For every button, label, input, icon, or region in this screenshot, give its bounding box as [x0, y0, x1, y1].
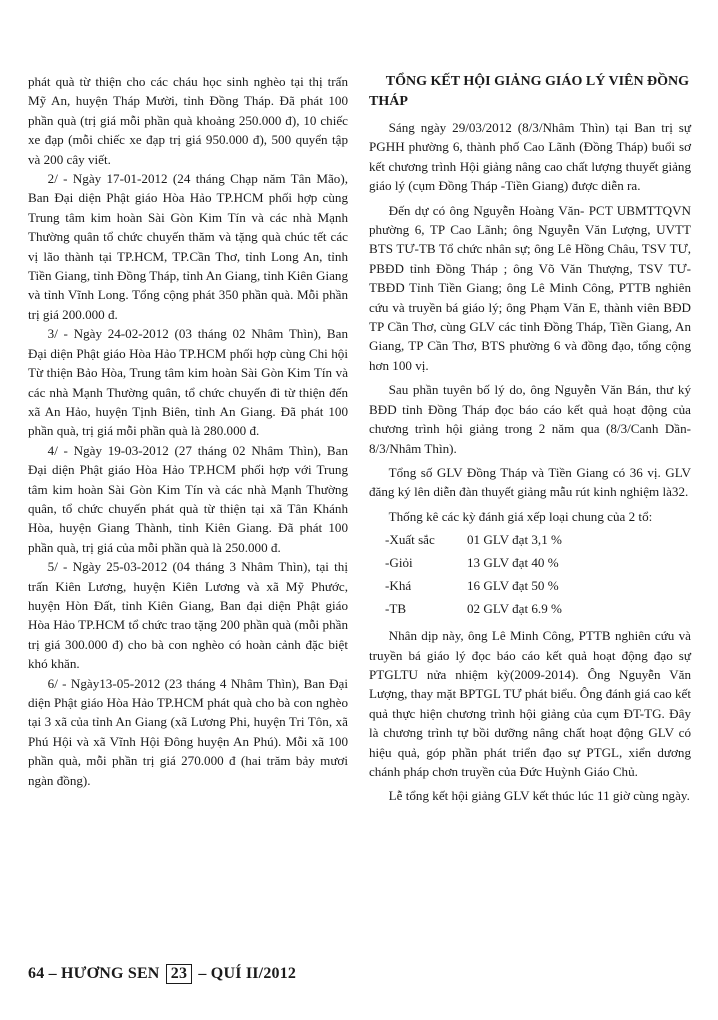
body-paragraph: Lễ tổng kết hội giảng GLV kết thúc lúc 11 giờ cùng ngày.: [388, 788, 690, 804]
stat-value: 02 GLV đạt 6.9 %: [467, 600, 562, 616]
right-column: [369, 72, 691, 806]
page-footer: [28, 964, 296, 984]
body-paragraph: 3/ - Ngày 24-02-2012 (03 tháng 02 Nhâm Thìn), Ban Đại diện Phật giáo Hòa Hảo TP.HCM phối hợp cùng Chi hội Từ thiện Bảo Hòa, Trung tâm kim hoàn Sài Gòn Kim Tín và các nhà Mạnh Thường quân, tổ chức chuyến đi từ thiện đến xã An Hảo, huyện Tịnh Biên, tỉnh An Giang. Đã phát 100 phần quà, trị giá mỗi phần quà là 280.000 đ.: [28, 326, 348, 439]
stat-label: -Xuất sắc: [385, 531, 435, 547]
stat-value: 01 GLV đạt 3,1 %: [467, 531, 562, 547]
issue-quarter: QUÍ II/2012: [210, 965, 297, 982]
body-paragraph: Sau phần tuyên bố lý do, ông Nguyễn Văn Bán, thư ký BĐD tỉnh Đồng Tháp đọc báo cáo kết quả hoạt động của chương trình hội giảng trong 2 năm qua (8/3/Canh Dần-8/3/Nhâm Thìn).: [369, 382, 691, 456]
body-paragraph: Thống kê các kỳ đánh giá xếp loại chung của 2 tổ:: [388, 508, 653, 524]
stat-row: [369, 574, 691, 597]
footer-separator: –: [194, 965, 211, 982]
stat-label: -TB: [385, 600, 407, 616]
body-paragraph: 6/ - Ngày13-05-2012 (23 tháng 4 Nhâm Thìn), Ban Đại diện Phật giáo Hòa Hảo TP.HCM phát quà cho bà con nghèo tại 3 xã của tỉnh An Giang (xã Lương Phi, huyện Tri Tôn, xã Phú Hội và xã Vĩnh Hội Đông huyện An Phú). Mỗi xã 100 phần quà, mỗi phần trị giá 270.000 đ (hai trăm bảy mươi ngàn đồng).: [28, 675, 348, 788]
body-paragraph: Sáng ngày 29/03/2012 (8/3/Nhâm Thìn) tại Ban trị sự PGHH phường 6, thành phố Cao Lãnh (Đồng Tháp) buổi sơ kết chương trình Hội giảng nâng cao chất lượng thuyết giảng giáo lý (cụm Đồng Tháp -Tiền Giang) được diễn ra.: [369, 120, 691, 194]
body-paragraph: Nhân dịp này, ông Lê Minh Công, PTTB nghiên cứu và truyền bá giáo lý đọc báo cáo kết quả hoạt động đạo sự PTGLTU nửa nhiệm kỳ(2009-2014). Ông Nguyễn Văn Lượng, thay mặt BPTGL TƯ phát biểu. Ông đánh giá cao kết quả thực hiện chương trình hội giảng của cụm ĐT-TG. Đây là chương trình tự bồi dưỡng nâng chất hoạt động GLV có hiệu quả, góp phần phát triển đạo sự PTGL, xiển dương chánh pháp chơn truyền của Đức Huỳnh Giáo Chủ.: [369, 628, 691, 779]
issue-number-badge: 23: [166, 964, 192, 984]
stat-label: -Khá: [385, 577, 412, 593]
stat-row: [369, 551, 691, 574]
body-paragraph: 2/ - Ngày 17-01-2012 (24 tháng Chạp năm Tân Mão), Ban Đại diện Phật giáo Hòa Hảo TP.HCM phối hợp cùng Trung tâm kim hoàn Sài Gòn Kim Tín và các nhà Mạnh Thường quân tổ chức chuyến thăm và tặng quà chúc tết các vị lão thành tại TP.HCM, TP.Cần Thơ, tỉnh Long An, tỉnh Tiền Giang, tỉnh Đồng Tháp, tỉnh An Giang, tỉnh Kiên Giang và tỉnh Vĩnh Long. Tổng cộng phát 350 phần quà. Mỗi phần trị giá 200.000 đ.: [28, 171, 348, 322]
stat-value: 13 GLV đạt 40 %: [467, 554, 559, 570]
stat-value: 16 GLV đạt 50 %: [467, 577, 559, 593]
body-paragraph: Tổng số GLV Đồng Tháp và Tiền Giang có 36 vị. GLV đăng ký lên diễn đàn thuyết giảng mẫu rút kinh nghiệm là32.: [369, 464, 691, 500]
stat-label: -Giỏi: [385, 554, 413, 570]
body-paragraph: Đến dự có ông Nguyễn Hoàng Văn- PCT UBMTTQVN phường 6, TP Cao Lãnh; ông Nguyễn Văn Lượng, UVTT BTS TƯ-TB Tổ chức nhân sự; ông Lê Hồng Châu, TSV TƯ, PBĐD tỉnh Đồng Tháp ; ông Võ Văn Thượng, TSV TƯ-TBĐD Tỉnh Tiền Giang; ông Lê Minh Công, PTTB nghiên cứu và truyền bá giáo lý; ông Phạm Văn E, thành viên BĐD TP Cần Thơ, cùng GLV các tỉnh Đồng Tháp, Tiền Giang, An Giang, TP Cần Thơ, BTS phường 6 và đồng đạo, tổng cộng hơn 100 vị.: [369, 202, 691, 373]
article-title: TỔNG KẾT HỘI GIẢNG GIÁO LÝ VIÊN ĐỒNG THÁP: [369, 74, 690, 109]
body-paragraph: phát quà từ thiện cho các cháu học sinh nghèo tại thị trấn Mỹ An, huyện Tháp Mười, tỉnh Đồng Tháp. Đã phát 100 phần quà (trị giá mỗi phần quà khoảng 250.000 đ), 10 chiếc xe đạp (mỗi chiếc xe đạp trị giá 950.000 đ), 500 quyển tập và 200 cây viết.: [28, 74, 348, 167]
body-paragraph: 5/ - Ngày 25-03-2012 (04 tháng 3 Nhâm Thìn), tại thị trấn Kiên Lương, huyện Kiên Lương và xã Mỹ Phước, huyện Hòn Đất, tỉnh Kiên Giang, Ban đại diện Phật giáo Hòa Hảo TP.HCM tổ chức trao tặng 200 phần quà (mỗi phần trị giá 300.000 đ) cho bà con nghèo có hoàn cảnh đặc biệt khó khăn.: [28, 559, 348, 672]
body-paragraph: 4/ - Ngày 19-03-2012 (27 tháng 02 Nhâm Thìn), Ban Đại diện Phật giáo Hòa Hảo TP.HCM phối hợp với Trung tâm kim hoàn Sài Gòn Kim Tín và các nhà Mạnh Thường quân, tổ chức chuyến phát quà từ thiện tại xã Tân Khánh Hòa, huyện Giang Thành, tỉnh Kiên Giang. Đã phát 100 phần quà, trị giá của mỗi phần quà là 250.000 đ.: [28, 442, 348, 555]
stat-row: [369, 597, 691, 620]
footer-separator: –: [44, 965, 62, 982]
rating-stats: [369, 528, 691, 620]
page-number: 64: [28, 965, 45, 982]
left-column: [28, 72, 348, 790]
stat-row: [369, 528, 691, 551]
magazine-name: HƯƠNG SEN: [61, 965, 160, 982]
